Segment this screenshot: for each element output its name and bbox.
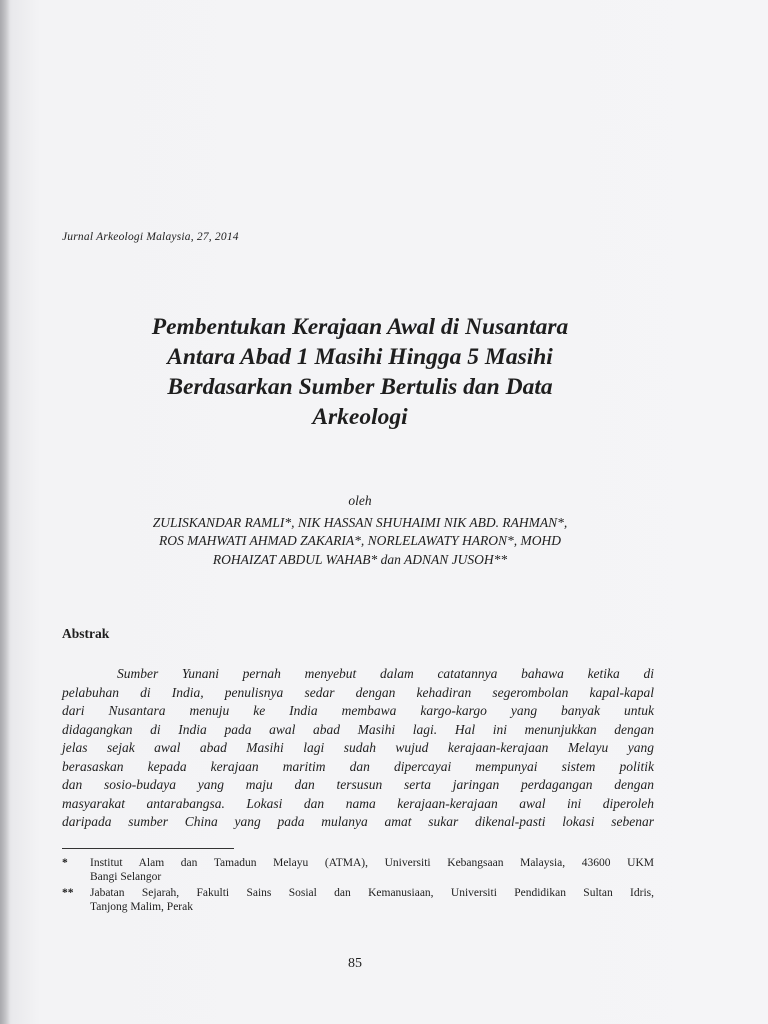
abstract-line: dan sosio-budaya yang maju dan tersusun serta jaringan perdagangan dengan bbox=[62, 777, 654, 792]
footnote-item bbox=[62, 886, 654, 914]
byline bbox=[60, 492, 660, 569]
footnote-line: Bangi Selangor bbox=[90, 871, 162, 883]
footnote-divider bbox=[62, 848, 234, 849]
journal-reference: Jurnal Arkeologi Malaysia, 27, 2014 bbox=[62, 231, 239, 243]
author-line: ROHAIZAT ABDUL WAHAB* dan ADNAN JUSOH** bbox=[212, 551, 508, 567]
title-line: Pembentukan Kerajaan Awal di Nusantara bbox=[151, 314, 569, 340]
abstract-heading: Abstrak bbox=[62, 626, 110, 641]
footnote-line: Jabatan Sejarah, Fakulti Sains Sosial dan Kemanusiaan, Universiti Pendidikan Sultan Idris, bbox=[90, 887, 654, 899]
abstract-line: berasaskan kepada kerajaan maritim dan dipercayai mempunyai sistem politik bbox=[62, 758, 654, 774]
abstract-line: pelabuhan di India, penulisnya sedar dengan kehadiran segerombolan kapal-kapal bbox=[62, 684, 654, 700]
abstract-line: masyarakat antarabangsa. Lokasi dan nama kerajaan-kerajaan awal ini diperoleh bbox=[62, 795, 654, 811]
footnote-mark: ** bbox=[62, 887, 74, 899]
page-number: 85 bbox=[348, 956, 362, 971]
footnotes bbox=[62, 856, 654, 916]
footnote-line: Institut Alam dan Tamadun Melayu (ATMA), Universiti Kebangsaan Malaysia, 43600 UKM bbox=[90, 857, 654, 869]
abstract-line: Sumber Yunani pernah menyebut dalam catatannya bahawa ketika di bbox=[117, 666, 654, 681]
author-line: ZULISKANDAR RAMLI*, NIK HASSAN SHUHAIMI NIK ABD. RAHMAN*, bbox=[152, 514, 568, 530]
title-line: Antara Abad 1 Masihi Hingga 5 Masihi bbox=[167, 344, 553, 370]
byline-oleh: oleh bbox=[348, 493, 372, 508]
abstract-body bbox=[62, 665, 654, 832]
abstract-line: jelas sejak awal abad Masihi lagi sudah wujud kerajaan-kerajaan Melayu yang bbox=[62, 740, 654, 755]
title-line: Berdasarkan Sumber Bertulis dan Data bbox=[167, 374, 553, 400]
page-binding-shadow bbox=[0, 0, 10, 1024]
footnote-item bbox=[62, 856, 654, 884]
abstract-line: dari Nusantara menuju ke India membawa kargo-kargo yang banyak untuk bbox=[62, 703, 654, 718]
abstract-line: didagangkan di India pada awal abad Masihi lagi. Hal ini menunjukkan dengan bbox=[62, 721, 654, 737]
footnote-mark: * bbox=[62, 857, 68, 869]
article-title bbox=[60, 312, 660, 432]
author-line: ROS MAHWATI AHMAD ZAKARIA*, NORLELAWATY HARON*, MOHD bbox=[158, 533, 562, 548]
footnote-line: Tanjong Malim, Perak bbox=[90, 901, 193, 913]
abstract-line: daripada sumber China yang pada mulanya amat sukar dikenal-pasti lokasi sebenar bbox=[62, 814, 654, 829]
title-line: Arkeologi bbox=[312, 404, 408, 430]
